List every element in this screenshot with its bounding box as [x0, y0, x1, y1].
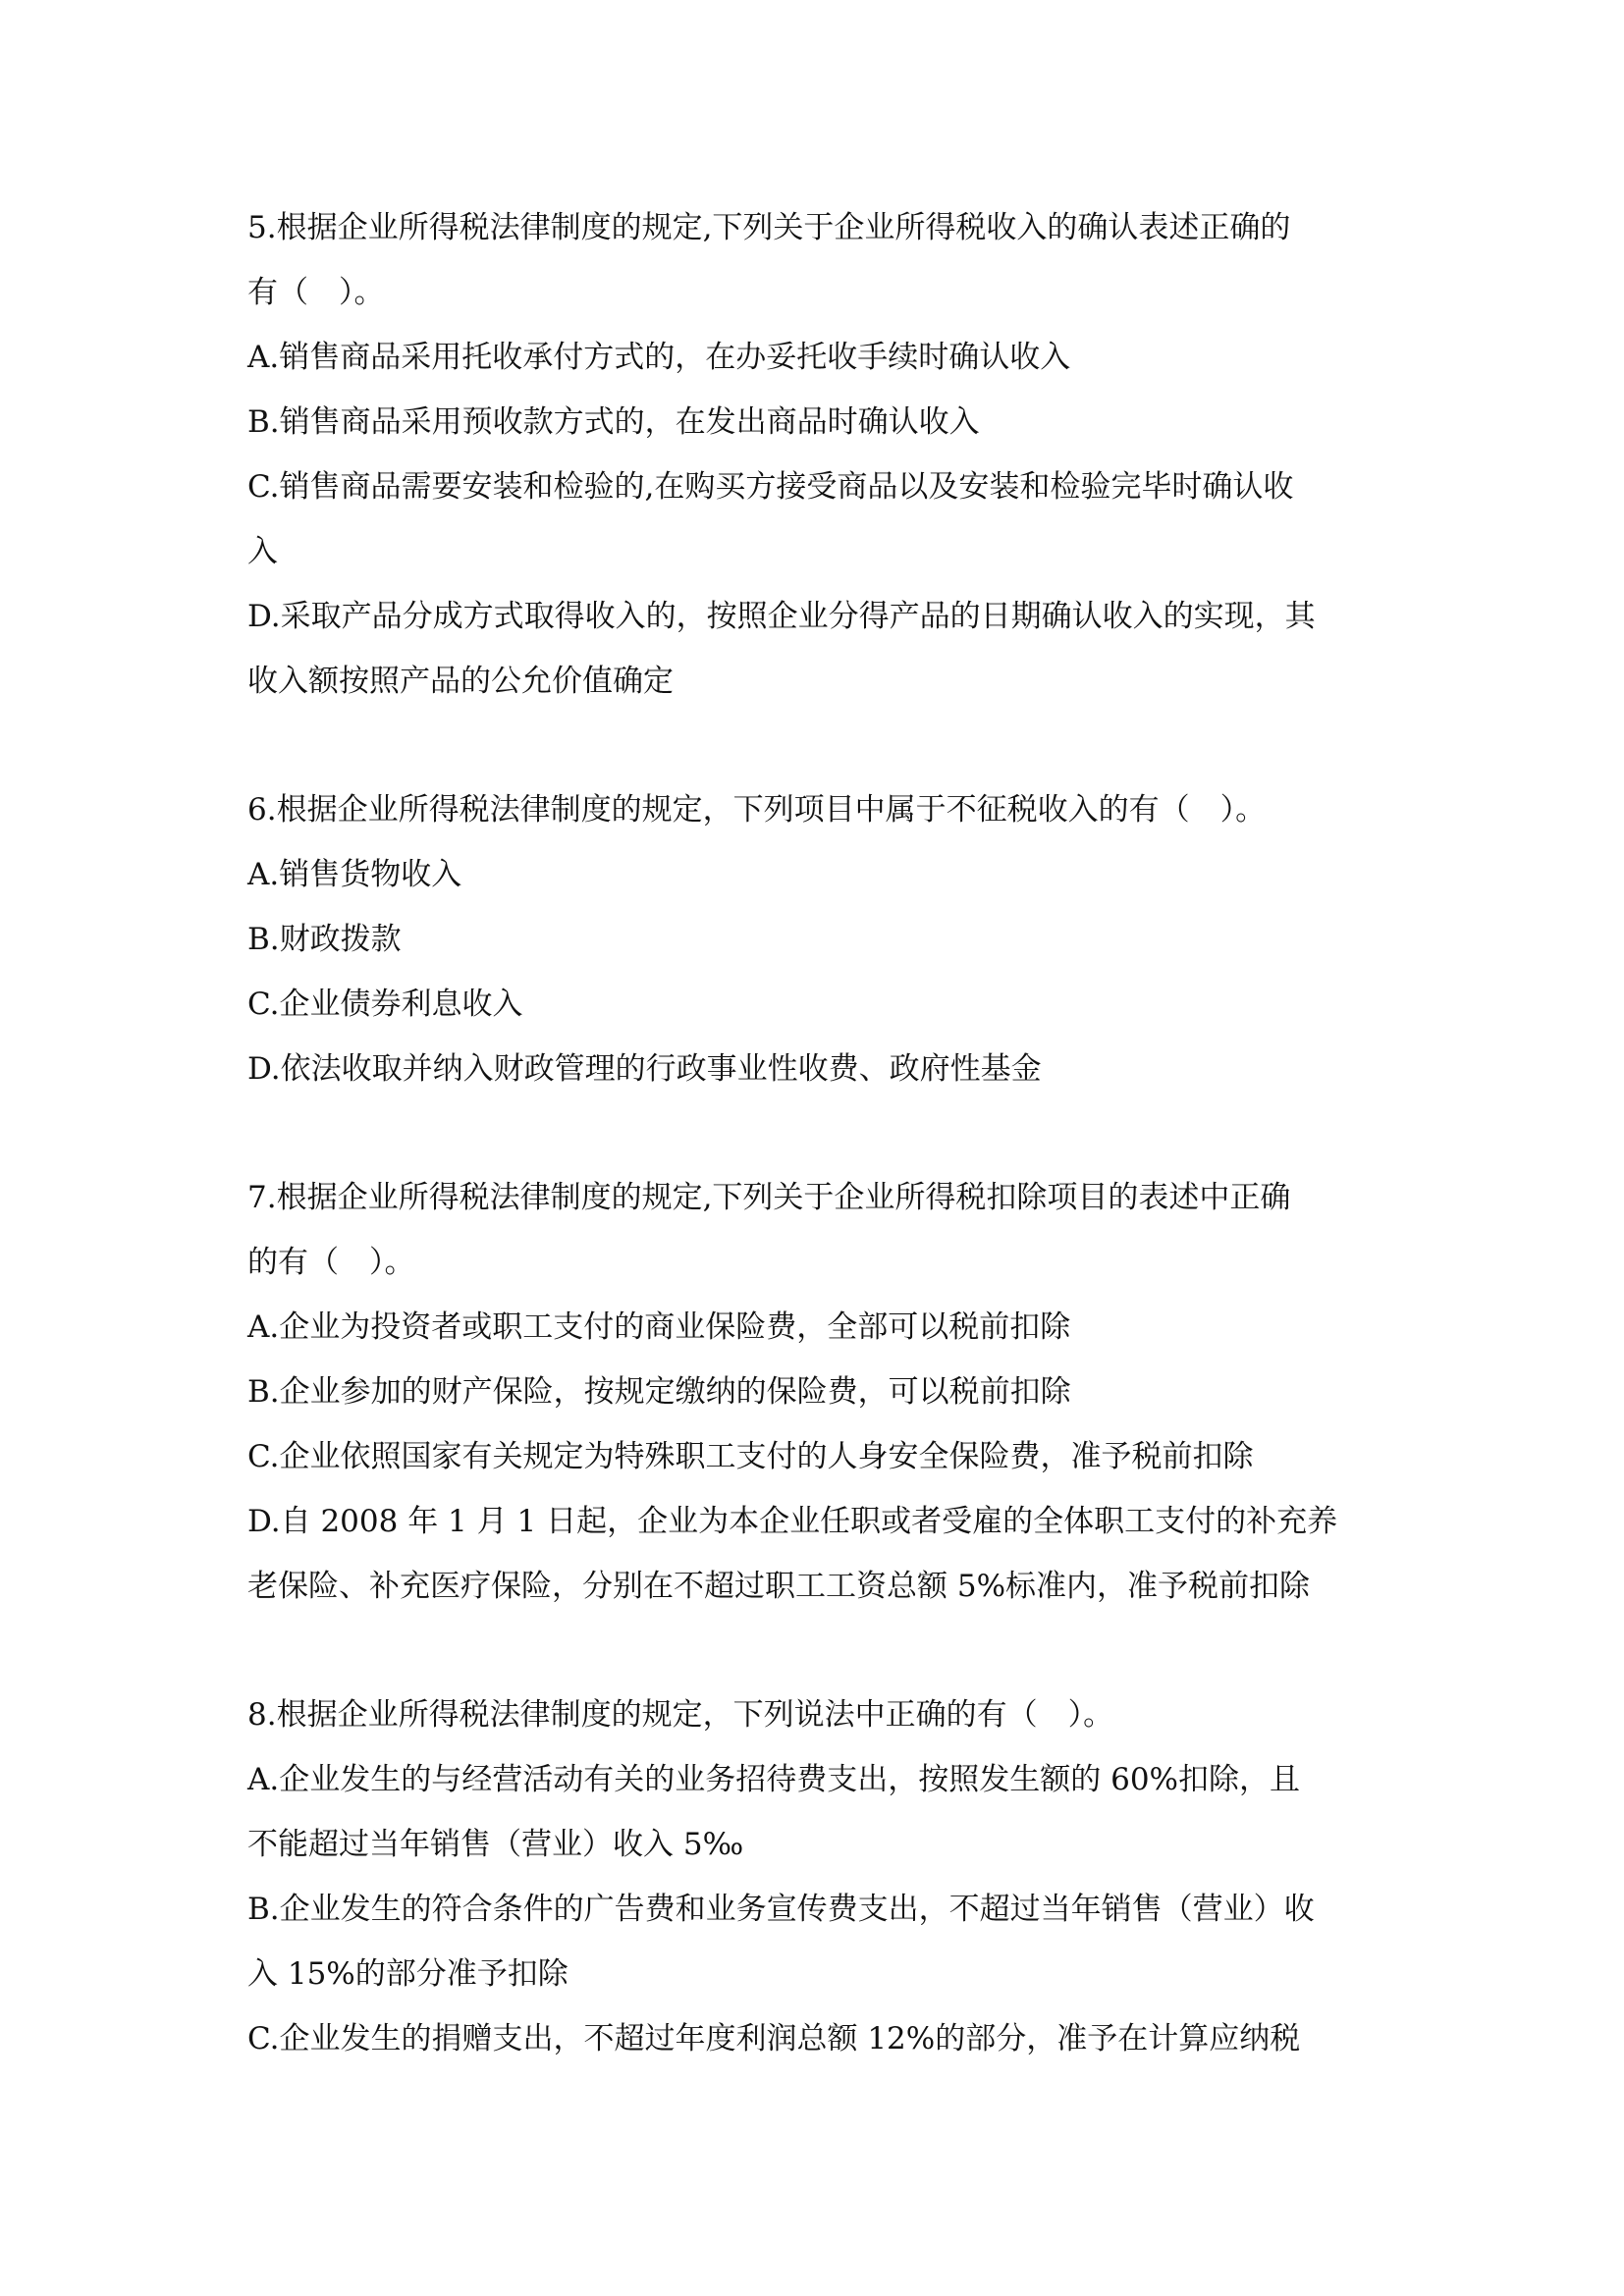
question-stem: 6.根据企业所得税法律制度的规定，下列项目中属于不征税收入的有（ ）。 [247, 792, 1267, 828]
question-stem: 有（ ）。 [247, 275, 385, 310]
option-c: C.企业发生的捐赠支出，不超过年度利润总额 12%的部分，准予在计算应纳税 [247, 2021, 1301, 2056]
option-c: C.销售商品需要安装和检验的,在购买方接受商品以及安装和检验完毕时确认收 [247, 469, 1294, 505]
option-a: A.销售货物收入 [247, 857, 462, 892]
question-stem: 5.根据企业所得税法律制度的规定,下列关于企业所得税收入的确认表述正确的 [247, 210, 1291, 245]
option-a: A.企业发生的与经营活动有关的业务招待费支出，按照发生额的 60%扣除，且 [247, 1762, 1300, 1797]
option-c: 入 [247, 534, 278, 569]
option-a: 不能超过当年销售（营业）收入 5‰ [247, 1827, 744, 1862]
option-d: D.自 2008 年 1 月 1 日起，企业为本企业任职或者受雇的全体职工支付的补充养 [247, 1504, 1338, 1539]
option-b: B.企业参加的财产保险，按规定缴纳的保险费，可以税前扣除 [247, 1374, 1071, 1410]
option-c: C.企业债券利息收入 [247, 987, 523, 1022]
option-b: B.销售商品采用预收款方式的，在发出商品时确认收入 [247, 404, 980, 440]
option-c: C.企业依照国家有关规定为特殊职工支付的人身安全保险费，准予税前扣除 [247, 1439, 1254, 1474]
option-d: 收入额按照产品的公允价值确定 [247, 664, 674, 699]
option-b: B.企业发生的符合条件的广告费和业务宣传费支出，不超过当年销售（营业）收 [247, 1892, 1315, 1927]
option-d: D.依法收取并纳入财政管理的行政事业性收费、政府性基金 [247, 1051, 1042, 1087]
question-stem: 7.根据企业所得税法律制度的规定,下列关于企业所得税扣除项目的表述中正确 [247, 1180, 1291, 1215]
option-d: D.采取产品分成方式取得收入的，按照企业分得产品的日期确认收入的实现，其 [247, 599, 1316, 634]
option-a: A.销售商品采用托收承付方式的，在办妥托收手续时确认收入 [247, 340, 1071, 375]
option-a: A.企业为投资者或职工支付的商业保险费，全部可以税前扣除 [247, 1309, 1071, 1345]
option-b: 入 15%的部分准予扣除 [247, 1956, 568, 1992]
question-stem: 8.根据企业所得税法律制度的规定，下列说法中正确的有（ ）。 [247, 1697, 1114, 1733]
option-b: B.财政拨款 [247, 922, 402, 957]
option-d: 老保险、补充医疗保险，分别在不超过职工工资总额 5%标准内，准予税前扣除 [247, 1569, 1311, 1604]
question-stem: 的有（ ）。 [247, 1245, 415, 1280]
